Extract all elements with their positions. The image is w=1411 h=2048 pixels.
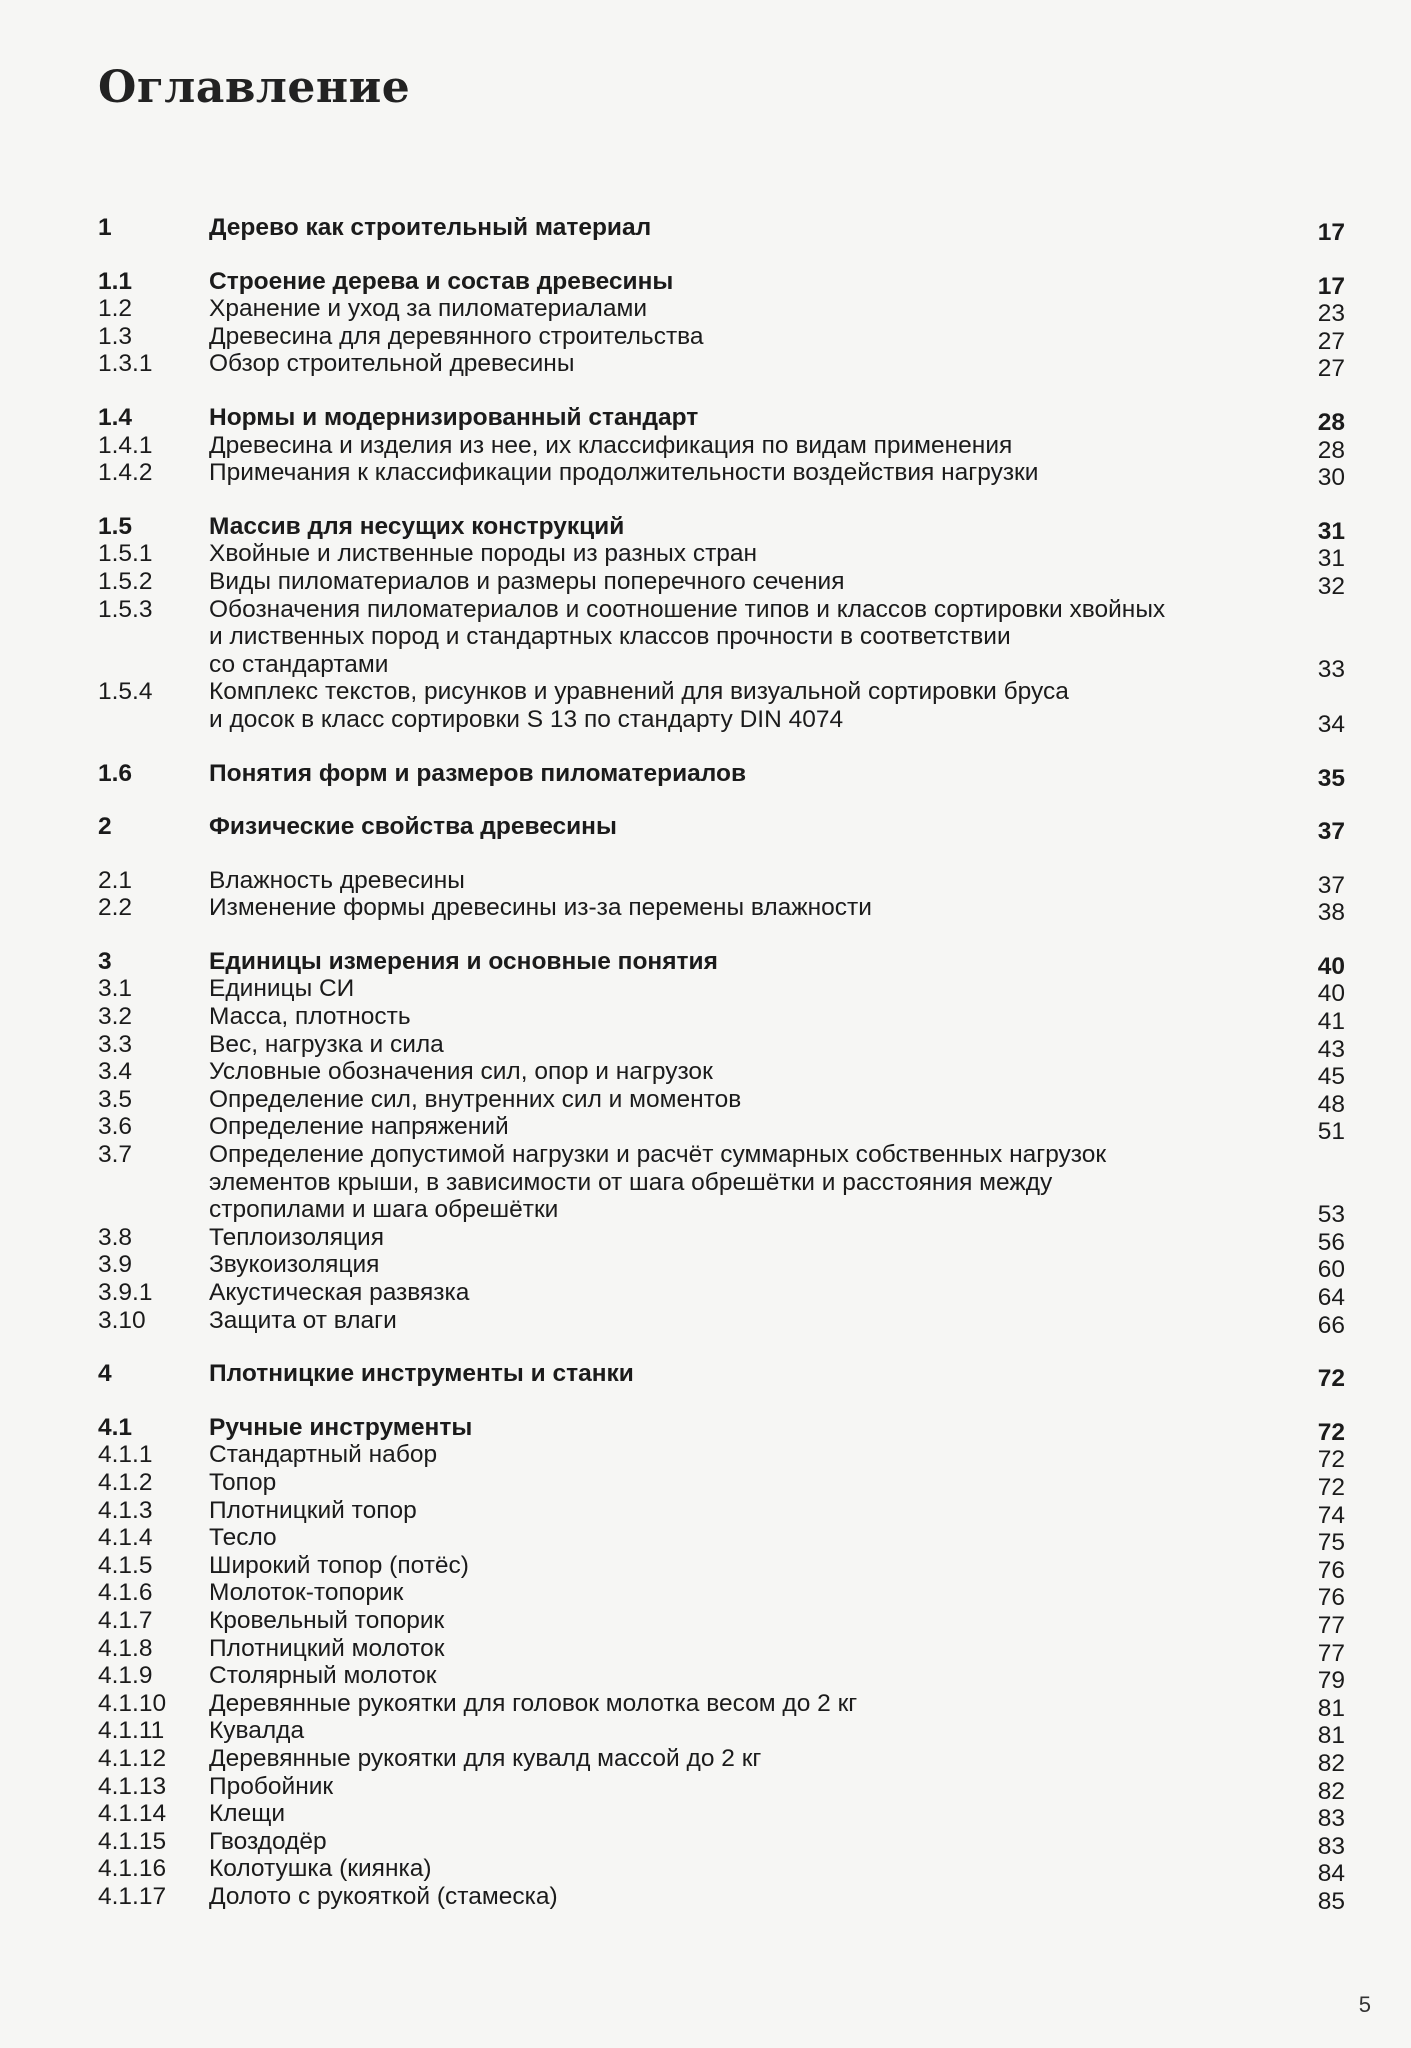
toc-entry (98, 1223, 1360, 1256)
toc-entry-title-line: Теплоизоляция (209, 1223, 384, 1251)
toc-entry-page: 77 (1317, 1611, 1345, 1639)
toc-entry-number: 3.1 (98, 975, 133, 1003)
toc-entry-title (209, 1717, 1289, 1745)
toc-entry-title (209, 268, 1289, 296)
toc-entry-number: 1.3 (98, 322, 133, 350)
toc-entry-title-line: Молоток-топорик (209, 1579, 404, 1607)
toc-entry-page: 79 (1317, 1667, 1345, 1695)
toc-entry-title (209, 1307, 1289, 1335)
toc-entry (98, 1855, 1360, 1888)
toc-entry-title (209, 459, 1289, 487)
toc-entry-title (209, 1524, 1289, 1552)
toc-entry-page: 17 (1317, 272, 1345, 300)
toc-entry-number: 4 (98, 1360, 112, 1388)
toc-entry-number: 3.9 (98, 1251, 133, 1279)
toc-entry (98, 678, 1360, 738)
toc-entry-title-line: Определение напряжений (209, 1113, 509, 1141)
toc-entry-number: 4.1.12 (98, 1744, 167, 1772)
toc-entry-number: 4.1.9 (98, 1662, 153, 1690)
toc-entry (98, 295, 1360, 328)
toc-entry-number: 3.2 (98, 1003, 133, 1031)
toc-entry-number: 4.1.1 (98, 1441, 153, 1469)
toc-entry (98, 1468, 1360, 1501)
toc-entry (98, 540, 1360, 573)
toc-entry-page: 37 (1317, 871, 1345, 899)
toc-entry-number: 3.3 (98, 1030, 133, 1058)
toc-entry-title-line: Клещи (209, 1800, 286, 1828)
toc-entry-page: 53 (1317, 1201, 1345, 1229)
toc-entry-title (209, 1855, 1289, 1883)
toc-entry-number: 1.4.1 (98, 431, 153, 459)
toc-entry-page: 28 (1317, 436, 1345, 464)
toc-section (98, 512, 1360, 738)
toc-entry-page: 38 (1317, 899, 1345, 927)
toc-entry (98, 350, 1360, 383)
toc-entry-number: 1.2 (98, 295, 133, 323)
toc-entry (98, 567, 1360, 600)
toc-entry-title-line: Физические свойства древесины (209, 813, 617, 841)
toc-entry (98, 1689, 1360, 1722)
toc-entry-title-line: стропилами и шага обрешётки (209, 1196, 559, 1224)
toc-entry-title-line: Нормы и модернизированный стандарт (209, 403, 699, 431)
toc-entry-title-line: Единицы измерения и основные понятия (209, 947, 718, 975)
toc-entry-title (209, 404, 1289, 432)
toc-entry-page: 30 (1317, 464, 1345, 492)
toc-entry (98, 1251, 1360, 1284)
toc-entry-title-line: Масса, плотность (209, 1003, 411, 1031)
toc-entry-title (209, 432, 1289, 460)
toc-entry-title-line: Обзор строительной древесины (209, 350, 575, 378)
toc-entry-title-line: Кувалда (209, 1717, 305, 1745)
toc-entry-page: 83 (1317, 1832, 1345, 1860)
toc-entry-number: 4.1.17 (98, 1882, 167, 1910)
toc-entry-title-line: элементов крыши, в зависимости от шага обрешётки и расстояния между (209, 1168, 1053, 1196)
toc-entry-title (209, 1414, 1289, 1442)
toc-section (98, 813, 1360, 846)
toc-entry-page: 81 (1317, 1694, 1345, 1722)
toc-entry-page: 75 (1317, 1529, 1345, 1557)
toc-entry-page: 82 (1317, 1777, 1345, 1805)
toc-entry-title-line: Хранение и уход за пиломатериалами (209, 295, 648, 323)
toc-entry-title (209, 1635, 1289, 1663)
toc-entry-title-line: Звукоизоляция (209, 1251, 380, 1279)
toc-entry-page: 31 (1317, 545, 1345, 573)
toc-entry-number: 1.4.2 (98, 459, 153, 487)
toc-entry-page: 72 (1317, 1446, 1345, 1474)
toc-entry-title-line: Условные обозначения сил, опор и нагрузок (209, 1058, 713, 1086)
toc-entry-title (209, 1552, 1289, 1580)
toc-entry-title (209, 1441, 1289, 1469)
toc-entry-page: 35 (1317, 764, 1345, 792)
toc-entry-title-line: Хвойные и лиственные породы из разных стран (209, 540, 758, 568)
toc-entry-page: 17 (1317, 219, 1345, 246)
toc-entry-number: 1.3.1 (98, 350, 153, 378)
toc-entry-title-line: Ручные инструменты (209, 1413, 473, 1441)
toc-entry-number: 2.2 (98, 894, 133, 922)
toc-entry-title-line: Примечания к классификации продолжительности воздействия нагрузки (209, 459, 1039, 487)
toc-entry-title (209, 596, 1289, 679)
toc-entry-page: 23 (1317, 300, 1345, 328)
toc-entry (98, 1306, 1360, 1339)
toc-entry (98, 1744, 1360, 1777)
toc-entry (98, 1413, 1360, 1446)
toc-entry-page: 27 (1317, 355, 1345, 383)
toc-entry-title (209, 568, 1289, 596)
toc-entry-page: 45 (1317, 1063, 1345, 1091)
toc-entry-title (209, 513, 1289, 541)
toc-entry-title (209, 894, 1289, 922)
toc-entry-title (209, 1251, 1289, 1279)
toc-entry-title-line: Стандартный набор (209, 1441, 438, 1469)
toc-entry-number: 4.1 (98, 1413, 133, 1441)
toc-entry-page: 60 (1317, 1256, 1345, 1284)
toc-entry-title-line: Виды пиломатериалов и размеры поперечного сечения (209, 567, 845, 595)
toc-entry-number: 3.5 (98, 1085, 133, 1113)
toc-entry-number: 4.1.4 (98, 1524, 153, 1552)
toc-entry-number: 4.1.11 (98, 1717, 165, 1745)
toc-entry-title-line: Гвоздодёр (209, 1827, 327, 1855)
toc-entry-number: 1.5.1 (98, 540, 153, 568)
toc-entry-title (209, 1579, 1289, 1607)
toc-entry (98, 813, 1360, 846)
toc-entry-page: 66 (1317, 1311, 1345, 1339)
toc-entry (98, 1634, 1360, 1667)
toc-entry-title (209, 1800, 1289, 1828)
toc-entry-page: 37 (1317, 818, 1345, 846)
toc-entry-title (209, 1058, 1289, 1086)
toc-section (98, 214, 1360, 246)
toc-entry-title-line: и досок в класс сортировки S 13 по стандарту DIN 4074 (209, 705, 844, 733)
toc-entry-page: 74 (1317, 1501, 1345, 1529)
toc-entry-number: 4.1.7 (98, 1606, 153, 1634)
toc-entry-title (209, 1883, 1289, 1911)
toc-entry (98, 1058, 1360, 1091)
toc-entry (98, 431, 1360, 464)
toc-entry-title-line: со стандартами (209, 650, 389, 678)
toc-entry-title-line: Топор (209, 1468, 277, 1496)
toc-entry-page: 48 (1317, 1090, 1345, 1118)
toc-entry-page: 81 (1317, 1722, 1345, 1750)
toc-entry (98, 759, 1360, 792)
toc-entry-title-line: Изменение формы древесины из-за перемены влажности (209, 894, 872, 922)
toc-entry-title-line: Определение сил, внутренних сил и моментов (209, 1085, 742, 1113)
toc-entry-page: 72 (1317, 1365, 1345, 1393)
toc-entry-title (209, 1662, 1289, 1690)
toc-entry-title (209, 214, 1289, 242)
toc-entry-title (209, 760, 1289, 788)
toc-entry-title-line: Пробойник (209, 1772, 334, 1800)
toc-entry-title-line: Кровельный топорик (209, 1606, 445, 1634)
toc-entry-page: 64 (1317, 1284, 1345, 1311)
toc-entry-title (209, 1690, 1289, 1718)
toc-entry (98, 1717, 1360, 1750)
toc-entry (98, 1827, 1360, 1860)
toc-entry (98, 1882, 1360, 1915)
toc-entry-title-line: и лиственных пород и стандартных классов прочности в соответствии (209, 623, 1011, 651)
toc-entry-number: 3.9.1 (98, 1279, 153, 1306)
toc-entry-number: 4.1.5 (98, 1551, 153, 1579)
toc-entry-title-line: Плотницкие инструменты и станки (209, 1360, 634, 1388)
toc-section (98, 759, 1360, 792)
toc-entry-number: 4.1.15 (98, 1827, 167, 1855)
toc-entry (98, 947, 1360, 980)
toc-entry (98, 1113, 1360, 1146)
toc-entry (98, 1551, 1360, 1584)
toc-entry (98, 975, 1360, 1008)
toc-section (98, 947, 1360, 1339)
toc-entry-page: 40 (1317, 980, 1345, 1008)
toc-entry-title (209, 1279, 1289, 1307)
toc-entry-title (209, 323, 1289, 351)
toc-section (98, 1360, 1360, 1393)
toc-entry-page: 41 (1317, 1008, 1345, 1036)
toc-entry-number: 4.1.14 (98, 1800, 167, 1828)
toc-entry-title (209, 678, 1289, 733)
toc-section (98, 866, 1360, 927)
toc-entry-number: 4.1.16 (98, 1855, 167, 1883)
toc-entry (98, 866, 1360, 899)
toc-entry (98, 1606, 1360, 1639)
toc-entry-title (209, 350, 1289, 378)
toc-entry-number: 3.8 (98, 1223, 133, 1251)
toc-entry-title (209, 1828, 1289, 1856)
toc-entry-number: 4.1.8 (98, 1634, 153, 1662)
toc-entry (98, 214, 1360, 246)
toc-entry-title (209, 948, 1289, 976)
toc-entry (98, 1085, 1360, 1118)
toc-entry (98, 1579, 1360, 1612)
toc-entry-title-line: Влажность древесины (209, 866, 465, 894)
toc-entry-number: 3.4 (98, 1058, 133, 1086)
toc-entry-number: 3.10 (98, 1306, 146, 1334)
toc-entry-title-line: Комплекс текстов, рисунков и уравнений для визуальной сортировки бруса (209, 678, 1069, 706)
toc-entry-page: 72 (1317, 1473, 1345, 1501)
toc-entry-title-line: Плотницкий топор (209, 1496, 417, 1524)
table-of-contents (98, 214, 1360, 1936)
toc-entry-title-line: Защита от влаги (209, 1306, 397, 1334)
toc-entry-title-line: Дерево как строительный материал (209, 214, 652, 241)
toc-entry-page: 43 (1317, 1035, 1345, 1063)
toc-entry (98, 1524, 1360, 1557)
toc-entry-number: 1.5.4 (98, 678, 153, 706)
toc-entry-number: 4.1.3 (98, 1496, 153, 1524)
toc-entry-title-line: Древесина и изделия из нее, их классификация по видам применения (209, 431, 1013, 459)
toc-entry (98, 1279, 1360, 1311)
toc-entry (98, 322, 1360, 355)
toc-entry (98, 512, 1360, 545)
toc-entry-title (209, 1003, 1289, 1031)
toc-entry (98, 1496, 1360, 1529)
toc-entry-page: 31 (1317, 517, 1345, 545)
toc-entry-page: 28 (1317, 408, 1345, 436)
toc-entry (98, 1141, 1360, 1229)
toc-entry-title-line: Понятия форм и размеров пиломатериалов (209, 759, 747, 787)
toc-entry-title (209, 1469, 1289, 1497)
toc-entry-page: 51 (1317, 1118, 1345, 1146)
toc-entry-title-line: Массив для несущих конструкций (209, 512, 625, 540)
toc-entry-title (209, 813, 1289, 841)
toc-entry-page: 32 (1317, 572, 1345, 600)
toc-entry-title-line: Акустическая развязка (209, 1279, 470, 1306)
toc-entry-page: 83 (1317, 1805, 1345, 1833)
toc-entry-page: 85 (1317, 1887, 1345, 1915)
toc-entry (98, 894, 1360, 927)
toc-entry-number: 1 (98, 214, 112, 241)
toc-entry-title-line: Строение дерева и состав древесины (209, 267, 674, 295)
toc-entry-page: 34 (1317, 710, 1345, 738)
toc-entry-number: 4.1.13 (98, 1772, 167, 1800)
toc-entry-page: 77 (1317, 1639, 1345, 1667)
toc-entry (98, 1772, 1360, 1805)
toc-entry (98, 403, 1360, 436)
toc-entry-page: 76 (1317, 1584, 1345, 1612)
toc-entry-page: 56 (1317, 1228, 1345, 1256)
toc-entry-title-line: Плотницкий молоток (209, 1634, 445, 1662)
toc-entry-number: 1.6 (98, 759, 133, 787)
toc-entry-number: 1.4 (98, 403, 133, 431)
toc-entry-title-line: Единицы СИ (209, 975, 355, 1003)
toc-entry-title (209, 540, 1289, 568)
toc-entry-title (209, 1360, 1289, 1388)
toc-entry-page: 72 (1317, 1418, 1345, 1446)
toc-entry-title (209, 1086, 1289, 1114)
toc-entry-number: 2 (98, 813, 112, 841)
toc-entry (98, 1441, 1360, 1474)
toc-entry-page: 82 (1317, 1749, 1345, 1777)
toc-entry-title-line: Колотушка (киянка) (209, 1855, 432, 1883)
toc-entry-title-line: Столярный молоток (209, 1662, 437, 1690)
toc-entry-number: 1.1 (98, 267, 133, 295)
toc-entry-number: 1.5.2 (98, 567, 153, 595)
toc-entry-number: 3.7 (98, 1141, 133, 1169)
toc-entry (98, 1360, 1360, 1393)
page-number: 5 (1358, 1992, 1371, 2017)
toc-section (98, 403, 1360, 492)
toc-entry-title-line: Древесина для деревянного строительства (209, 322, 704, 350)
toc-entry-number: 3.6 (98, 1113, 133, 1141)
toc-entry-title-line: Тесло (209, 1524, 277, 1552)
toc-entry (98, 459, 1360, 492)
toc-entry-title-line: Широкий топор (потёс) (209, 1551, 469, 1579)
toc-entry-title (209, 1497, 1289, 1525)
toc-entry-title (209, 867, 1289, 895)
toc-entry-page: 76 (1317, 1556, 1345, 1584)
toc-section (98, 1413, 1360, 1915)
toc-entry-number: 1.5 (98, 512, 133, 540)
toc-entry-title (209, 295, 1289, 323)
toc-entry (98, 267, 1360, 300)
toc-entry-title-line: Определение допустимой нагрузки и расчёт суммарных собственных нагрузок (209, 1141, 1107, 1169)
toc-entry-number: 2.1 (98, 866, 133, 894)
toc-entry-number: 3 (98, 947, 112, 975)
toc-entry-number: 4.1.2 (98, 1468, 153, 1496)
toc-entry (98, 1030, 1360, 1063)
toc-entry-number: 4.1.6 (98, 1579, 153, 1607)
toc-entry-title-line: Обозначения пиломатериалов и соотношение типов и классов сортировки хвойных (209, 595, 1166, 623)
toc-entry-title-line: Деревянные рукоятки для головок молотка весом до 2 кг (209, 1689, 858, 1717)
toc-section (98, 267, 1360, 383)
toc-entry-title-line: Долото с рукояткой (стамеска) (209, 1882, 558, 1910)
toc-entry-title (209, 1745, 1289, 1773)
page-title: Оглавление (98, 62, 411, 113)
toc-entry-title (209, 1113, 1289, 1141)
toc-entry-title (209, 1141, 1289, 1224)
toc-entry-title-line: Деревянные рукоятки для кувалд массой до 2 кг (209, 1744, 762, 1772)
toc-entry-page: 40 (1317, 952, 1345, 980)
toc-entry (98, 1662, 1360, 1695)
toc-entry-number: 1.5.3 (98, 595, 153, 623)
toc-entry-number: 4.1.10 (98, 1689, 167, 1717)
toc-entry-title (209, 975, 1289, 1003)
toc-entry (98, 1003, 1360, 1036)
toc-entry-page: 84 (1317, 1860, 1345, 1888)
toc-entry-page: 33 (1317, 655, 1345, 683)
toc-entry-title (209, 1031, 1289, 1059)
toc-entry-title (209, 1607, 1289, 1635)
toc-entry-title (209, 1224, 1289, 1252)
toc-entry-title (209, 1773, 1289, 1801)
toc-entry-title-line: Вес, нагрузка и сила (209, 1030, 444, 1058)
toc-entry (98, 595, 1360, 683)
toc-entry-page: 27 (1317, 327, 1345, 355)
toc-entry (98, 1800, 1360, 1833)
